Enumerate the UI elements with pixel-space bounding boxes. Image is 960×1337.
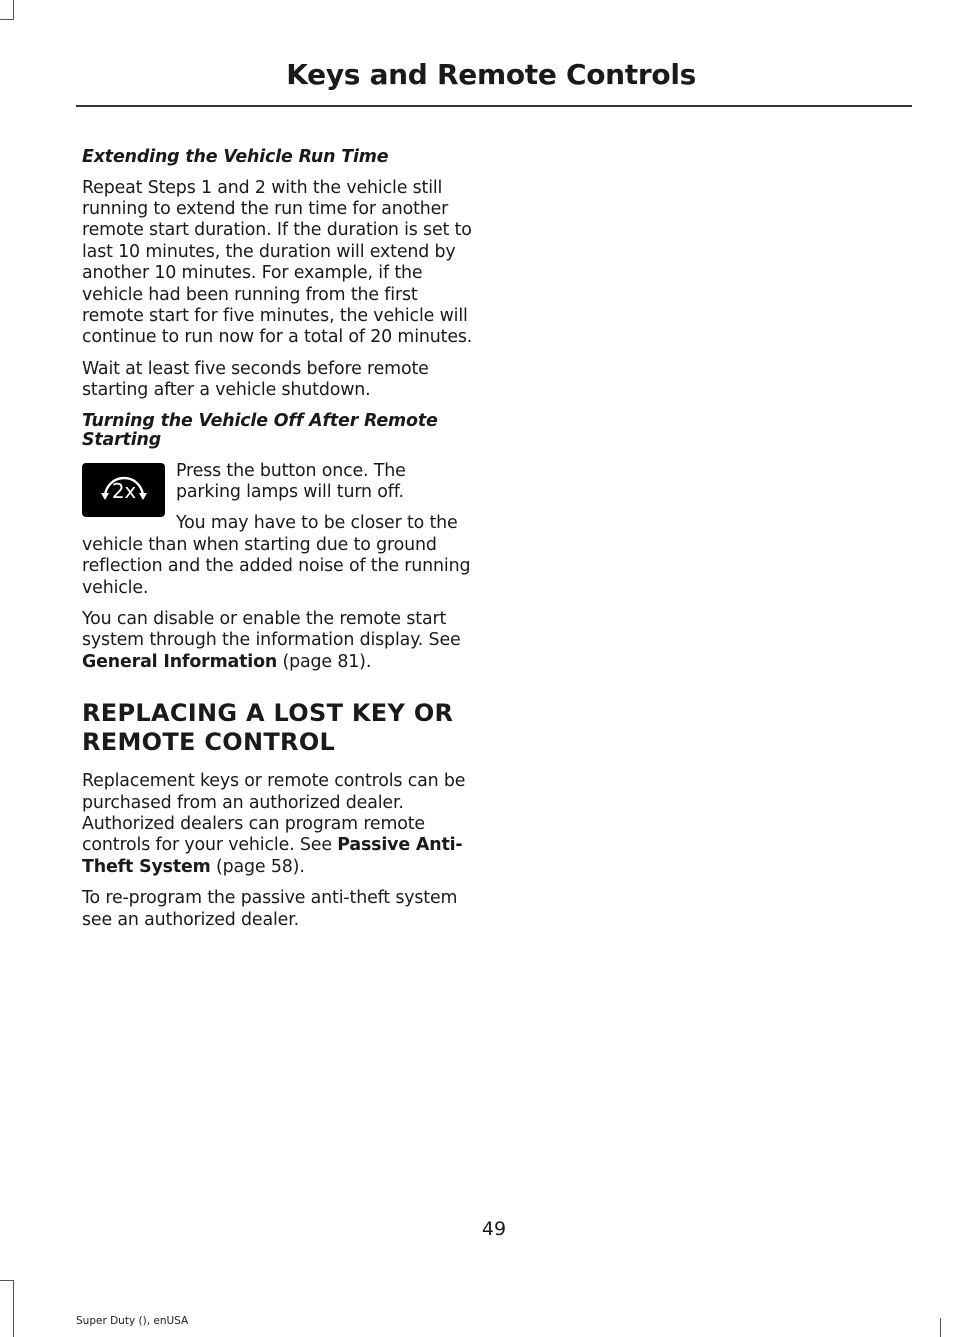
crop-mark: [13, 0, 14, 20]
content-column: [82, 144, 474, 941]
paragraph-press-button: Press the button once. The parking lamps will turn off.: [176, 460, 406, 502]
crop-mark: [13, 1280, 14, 1337]
crop-mark: [0, 19, 14, 20]
page-header-title: Keys and Remote Controls: [286, 58, 696, 91]
icon-label: 2x: [111, 478, 136, 503]
page-number: 49: [481, 1218, 507, 1240]
crop-mark: [0, 1280, 14, 1281]
paragraph-replacement-keys: Replacement keys or remote controls can be purchased from an authorized dealer. Authorized dealers can program remote controls for your vehicle. See Passive Anti-Theft System (page 58).: [82, 771, 466, 877]
header-divider: [76, 105, 912, 107]
crop-mark: [940, 1318, 941, 1337]
remote-start-2x-icon-graphic: [91, 467, 157, 513]
remote-start-2x-icon: [82, 463, 165, 517]
section-heading-replacing-key: REPLACING A LOST KEY OR REMOTE CONTROL: [82, 699, 454, 757]
link-passive-anti-theft-system[interactable]: Passive Anti-Theft System: [82, 835, 463, 877]
subheading-extend-run-time: Extending the Vehicle Run Time: [82, 147, 389, 167]
subheading-turn-off: Turning the Vehicle Off After Remote Starting: [82, 410, 438, 451]
footer-doc-info: Super Duty (), enUSA: [76, 1315, 189, 1327]
link-general-information[interactable]: General Information: [82, 651, 278, 672]
paragraph-closer: You may have to be closer to the vehicle than when starting due to ground reflection and the added noise of the running vehicle.: [82, 513, 471, 598]
paragraph-wait: Wait at least five seconds before remote starting after a vehicle shutdown.: [82, 358, 429, 401]
paragraph-reprogram: To re-program the passive anti-theft system see an authorized dealer.: [82, 888, 458, 930]
paragraph-disable-remote-start: You can disable or enable the remote start system through the information display. See General Information (page 81).: [82, 609, 461, 672]
paragraph-extend-run-time: Repeat Steps 1 and 2 with the vehicle still running to extend the run time for another remote start duration. If the duration is set to last 10 minutes, the duration will extend by another 10 minutes. For example, if the vehicle had been running from the first remote start for five minutes, the vehicle will continue to run now for a total of 20 minutes.: [82, 177, 473, 348]
